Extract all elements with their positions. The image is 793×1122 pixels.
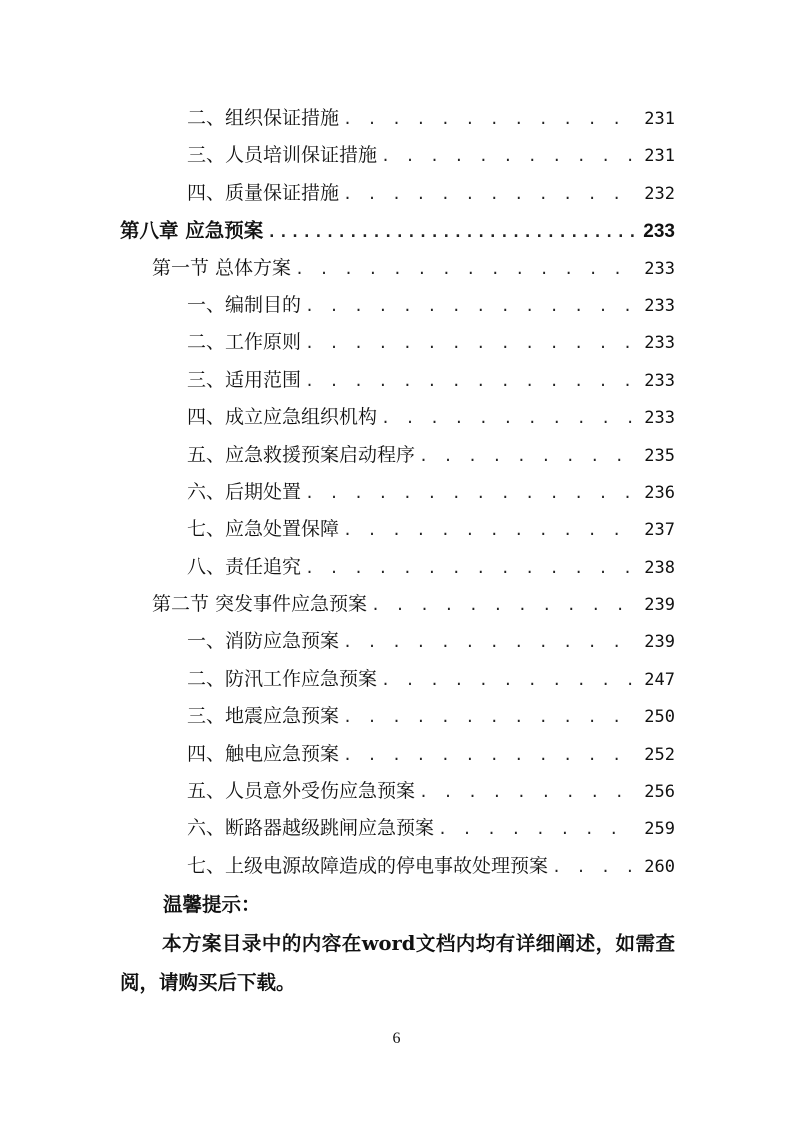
toc-dot-leader — [339, 737, 635, 773]
toc-entry-title: 四、成立应急组织机构 — [187, 406, 378, 429]
toc-entry-title: 四、质量保证措施 — [187, 181, 340, 204]
toc-entry-page: 247 — [644, 669, 675, 690]
toc-entry[interactable] — [120, 661, 675, 698]
table-of-contents — [120, 100, 675, 885]
toc-entry[interactable] — [120, 100, 675, 137]
tip-body: 本方案目录中的内容在word文档内均有详细阐述，如需查阅，请购买后下载。 — [120, 932, 675, 994]
toc-entry-title: 七、应急处置保障 — [187, 518, 340, 541]
toc-dot-leader — [339, 512, 635, 548]
toc-entry-title: 六、后期处置 — [187, 480, 302, 503]
toc-entry-title: 第一节 总体方案 — [152, 256, 292, 279]
toc-entry-page: 239 — [644, 595, 675, 616]
toc-entry-page: 232 — [644, 183, 675, 204]
toc-entry-page: 233 — [644, 370, 675, 391]
toc-entry-title: 六、断路器越级跳闸应急预案 — [187, 817, 435, 840]
toc-dot-leader — [339, 624, 635, 660]
page-number: 6 — [392, 1030, 401, 1047]
toc-entry-title: 二、组织保证措施 — [187, 107, 340, 129]
toc-entry-page: 260 — [644, 856, 675, 877]
toc-chapter-entry[interactable] — [120, 212, 675, 249]
toc-entry-title: 二、工作原则 — [187, 331, 302, 354]
toc-entry[interactable] — [120, 287, 675, 324]
toc-entry-page: 252 — [644, 744, 675, 765]
toc-entry-title: 八、责任追究 — [187, 555, 302, 578]
toc-entry[interactable] — [120, 698, 675, 735]
toc-entry[interactable] — [120, 437, 675, 474]
toc-entry[interactable] — [120, 175, 675, 212]
toc-dot-leader — [434, 811, 635, 847]
toc-entry-title: 七、上级电源故障造成的停电事故处理预案 — [187, 854, 549, 877]
toc-entry-title: 三、地震应急预案 — [187, 705, 340, 728]
toc-entry-page: 256 — [644, 782, 675, 803]
toc-dot-leader — [367, 587, 635, 623]
toc-entry[interactable] — [120, 848, 675, 885]
toc-dot-leader — [301, 363, 635, 399]
toc-entry[interactable] — [120, 137, 675, 174]
toc-dot-leader — [415, 438, 635, 474]
toc-entry-title: 五、人员意外受伤应急预案 — [187, 780, 416, 803]
toc-entry-page: 231 — [644, 146, 675, 167]
toc-dot-leader — [377, 138, 635, 174]
toc-dot-leader — [377, 400, 635, 436]
toc-dot-leader — [339, 101, 635, 137]
toc-entry-page: 231 — [644, 109, 675, 129]
toc-entry-page: 236 — [644, 482, 675, 503]
toc-entry-page: 237 — [644, 520, 675, 541]
toc-entry-page: 238 — [644, 557, 675, 578]
toc-entry-title: 二、防汛工作应急预案 — [187, 667, 378, 690]
toc-entry-page: 250 — [644, 707, 675, 728]
toc-entry[interactable] — [120, 736, 675, 773]
toc-entry-page: 233 — [643, 221, 675, 243]
toc-dot-leader — [301, 475, 635, 511]
toc-entry[interactable] — [120, 511, 675, 548]
toc-dot-leader — [548, 849, 635, 885]
toc-entry-title: 四、触电应急预案 — [187, 742, 340, 765]
toc-entry[interactable] — [120, 474, 675, 511]
toc-entry-title: 三、人员培训保证措施 — [187, 144, 378, 167]
toc-section-entry[interactable] — [120, 586, 675, 623]
toc-dot-leader — [339, 176, 635, 212]
toc-entry[interactable] — [120, 773, 675, 810]
toc-entry-title: 第二节 突发事件应急预案 — [152, 593, 368, 616]
toc-dot-leader — [339, 699, 635, 735]
toc-entry-title: 一、编制目的 — [187, 293, 302, 316]
toc-dot-leader — [263, 214, 635, 249]
toc-entry-title: 第八章 应急预案 — [120, 219, 264, 243]
toc-entry-page: 233 — [644, 408, 675, 429]
toc-dot-leader — [291, 251, 635, 287]
toc-entry-page: 233 — [644, 258, 675, 279]
toc-entry-title: 五、应急救援预案启动程序 — [187, 443, 416, 466]
toc-entry-page: 235 — [644, 445, 675, 466]
toc-dot-leader — [301, 325, 635, 361]
toc-entry-page: 233 — [644, 333, 675, 354]
toc-dot-leader — [301, 288, 635, 324]
toc-entry[interactable] — [120, 810, 675, 847]
toc-entry-page: 259 — [644, 819, 675, 840]
toc-dot-leader — [301, 550, 635, 586]
toc-entry-title: 一、消防应急预案 — [187, 630, 340, 653]
toc-section-entry[interactable] — [120, 250, 675, 287]
toc-entry-page: 233 — [644, 295, 675, 316]
toc-entry[interactable] — [120, 549, 675, 586]
toc-entry[interactable] — [120, 623, 675, 660]
tip-heading: 温馨提示： — [163, 893, 261, 916]
toc-dot-leader — [377, 662, 635, 698]
toc-entry[interactable] — [120, 399, 675, 436]
toc-entry-title: 三、适用范围 — [187, 368, 302, 391]
toc-dot-leader — [415, 774, 635, 810]
toc-entry[interactable] — [120, 362, 675, 399]
toc-entry[interactable] — [120, 324, 675, 361]
toc-entry-page: 239 — [644, 632, 675, 653]
